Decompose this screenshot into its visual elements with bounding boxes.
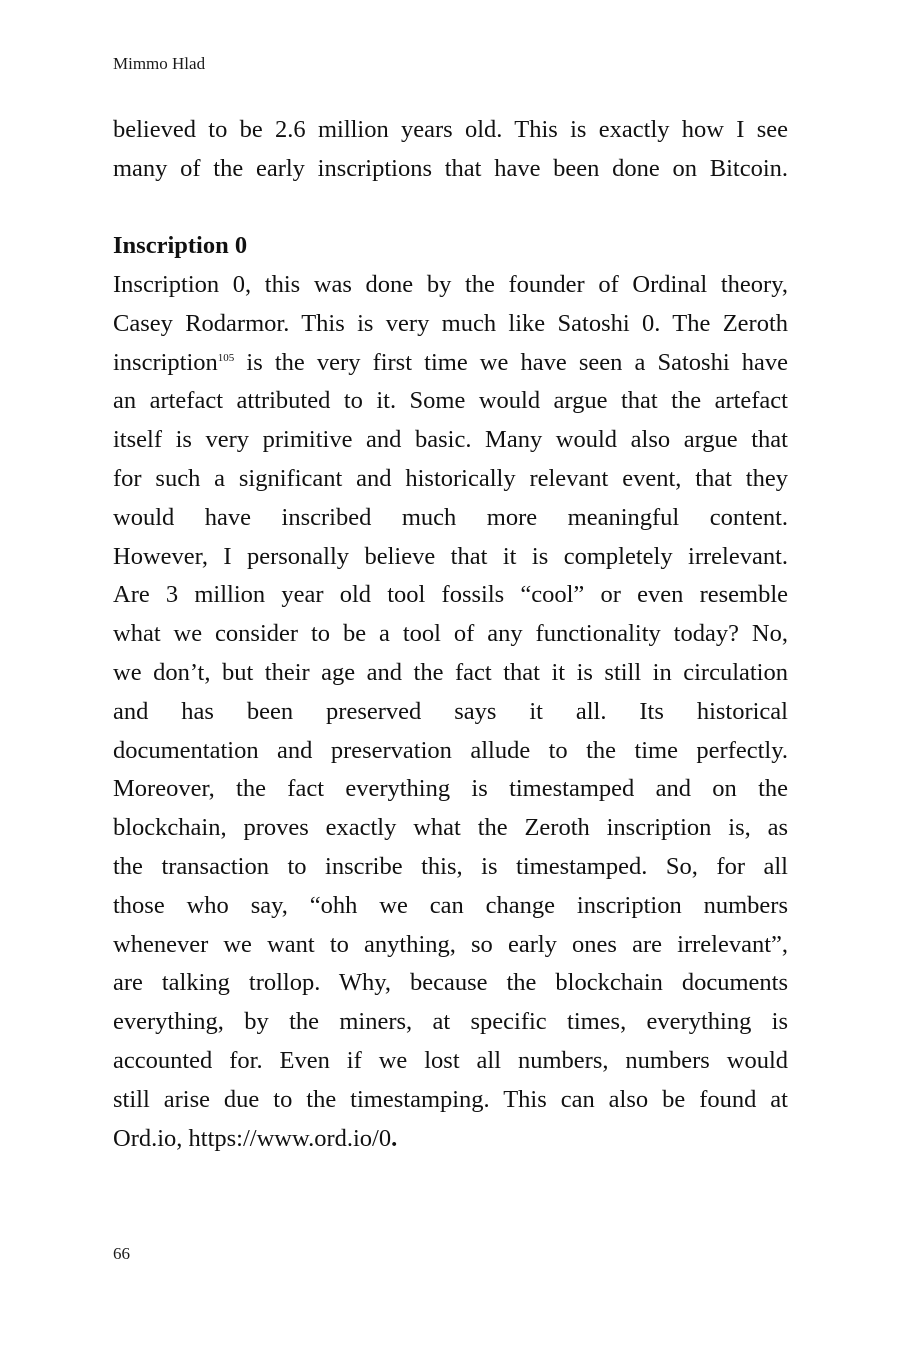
text-line: blockchain, proves exactly what the Zeroth inscription is, as [113, 814, 788, 842]
closing-period: . [391, 1124, 398, 1152]
text-line: what we consider to be a tool of any functionality today? No, [113, 620, 788, 648]
text-line: documentation and preservation allude to the time perfectly. [113, 736, 788, 764]
text-line: many of the early inscriptions that have been done on Bitcoin. [113, 154, 788, 182]
text-line: However, I personally believe that it is completely irrelevant. [113, 542, 788, 570]
text-line-with-footnote [113, 344, 788, 383]
text-line: Are 3 million year old tool fossils “cool” or even resemble [113, 581, 788, 609]
section-heading: Inscription 0 [113, 232, 248, 259]
text-span: inscription [113, 348, 218, 376]
footnote-reference: 105 [217, 351, 235, 364]
text-line: for such a significant and historically relevant event, that they [113, 464, 788, 492]
running-head: Mimmo Hlad [113, 54, 206, 73]
text-line: those who say, “ohh we can change inscription numbers [113, 891, 788, 919]
text-line: still arise due to the timestamping. This can also be found at [113, 1085, 788, 1113]
text-line: and has been preserved says it all. Its historical [113, 697, 788, 725]
text-line: believed to be 2.6 million years old. This is exactly how I see [113, 116, 788, 143]
text-line: everything, by the miners, at specific times, everything is [113, 1008, 788, 1036]
text-line: would have inscribed much more meaningful content. [113, 503, 788, 531]
page-number: 66 [113, 1244, 130, 1263]
text-line: Moreover, the fact everything is timestamped and on the [113, 775, 788, 803]
text-line: the transaction to inscribe this, is timestamped. So, for all [113, 852, 788, 880]
text-line: whenever we want to anything, so early ones are irrelevant”, [113, 930, 788, 958]
text-line: Inscription 0, this was done by the founder of Ordinal theory, [113, 271, 788, 298]
last-text-line [113, 1120, 788, 1159]
text-line: Casey Rodarmor. This is very much like Satoshi 0. The Zeroth [113, 309, 788, 337]
text-line: accounted for. Even if we lost all numbers, numbers would [113, 1046, 788, 1074]
text-line: an artefact attributed to it. Some would argue that the artefact [113, 387, 788, 415]
text-line: itself is very primitive and basic. Many would also argue that [113, 426, 788, 454]
text-span: is the very first time we have seen a Satoshi have [234, 348, 788, 376]
section-paragraph [113, 266, 788, 1158]
text-line: are talking trollop. Why, because the blockchain documents [113, 969, 788, 997]
ord-io-link-text: Ord.io, https://www.ord.io/0 [113, 1124, 392, 1152]
text-line: we don’t, but their age and the fact that it is still in circulation [113, 658, 788, 686]
intro-paragraph [113, 111, 788, 189]
